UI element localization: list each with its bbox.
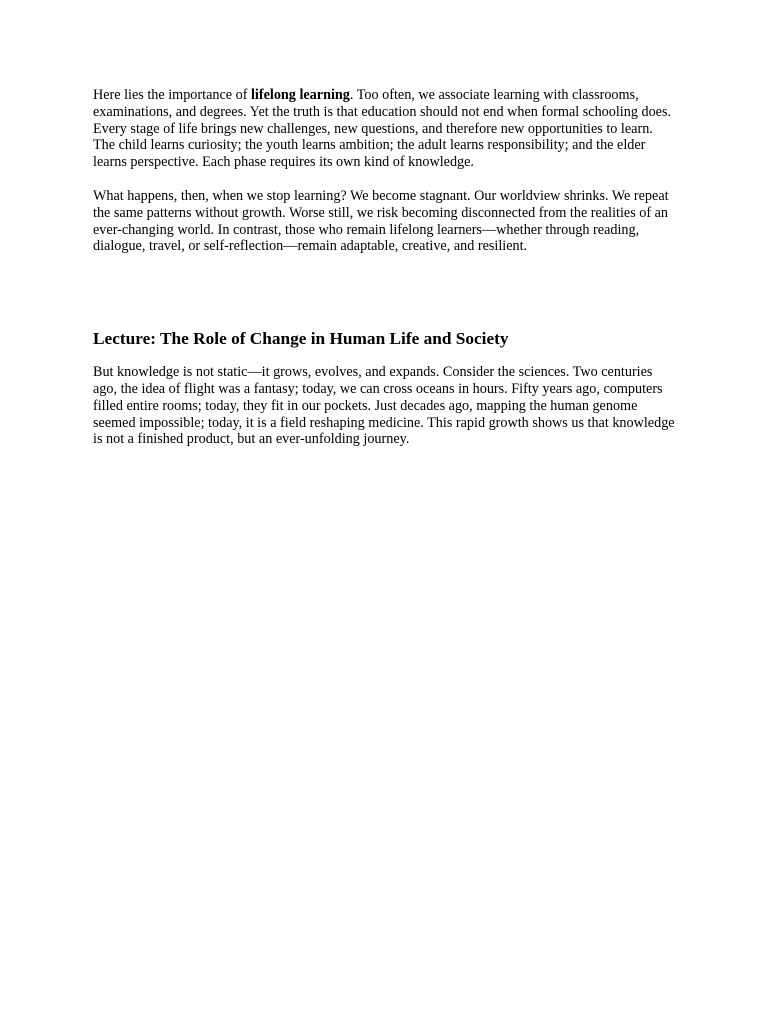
section-spacer [93,255,677,328]
paragraph-1-body-text: . Too often, we associate learning with classrooms, examinations, and degrees. Yet the truth is that education should not end when formal schooling does. Every stage of life brings new challenges, new questions, and therefore new opportunities to learn. The child learns curiosity; the youth learns ambition; the adult learns responsibility; and the elder learns perspective. Each phase requires its own kind of knowledge. [93,87,672,171]
lifelong-learning-bold-text: lifelong learning [250,87,350,103]
document-body [93,87,677,448]
paragraph-1-lead-text: Here lies the importance of [93,87,251,103]
paragraph-lifelong-learning [93,87,677,171]
paragraph-stop-learning: What happens, then, when we stop learning? We become stagnant. Our worldview shrinks. We repeat the same patterns without growth. Worse still, we risk becoming disconnected from the realities of an ever-changing world. In contrast, those who remain lifelong learners—whether through reading, dialogue, travel, or self-reflection—remain adaptable, creative, and resilient. [93,187,669,255]
lecture-heading: Lecture: The Role of Change in Human Life and Society [93,329,509,349]
paragraph-knowledge-grows: But knowledge is not static—it grows, evolves, and expands. Consider the sciences. Two centuries ago, the idea of flight was a fantasy; today, we can cross oceans in hours. Fifty years ago, computers filled entire rooms; today, they fit in our pockets. Just decades ago, mapping the human genome seemed impossible; today, it is a field reshaping medicine. This rapid growth shows us that knowledge is not a finished product, but an ever-unfolding journey. [93,364,675,448]
